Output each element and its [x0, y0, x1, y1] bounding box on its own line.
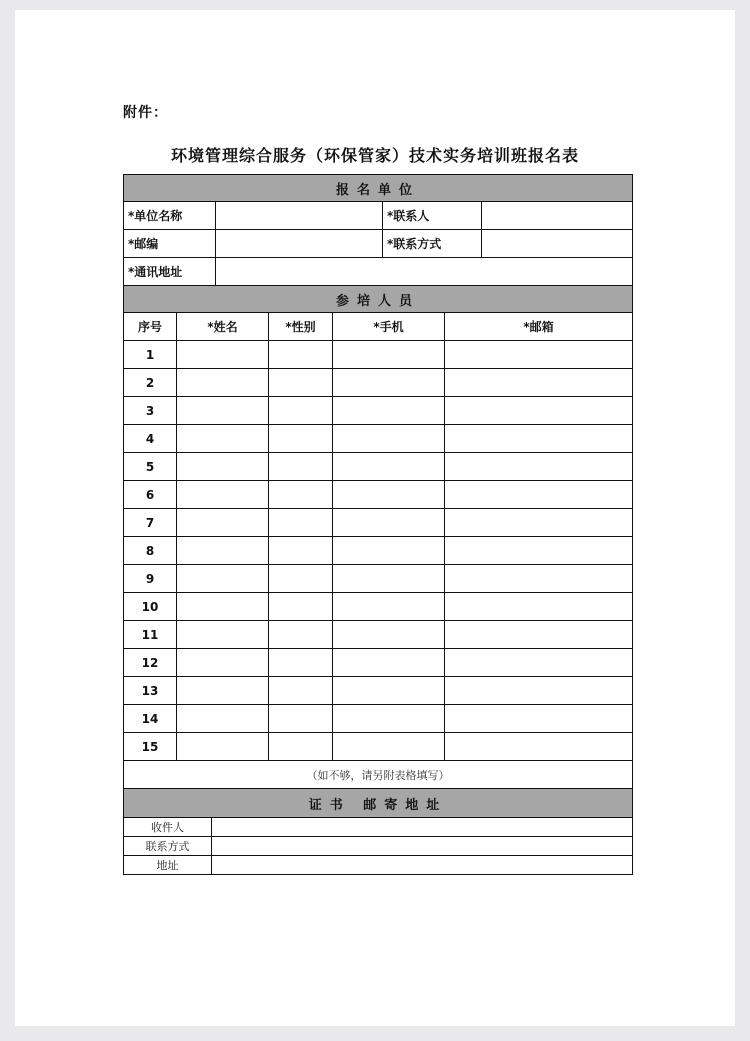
col-header-phone: *手机	[333, 313, 445, 341]
email-field[interactable]	[445, 397, 633, 425]
recipient-label: 收件人	[124, 818, 212, 837]
name-field[interactable]	[177, 481, 269, 509]
phone-field[interactable]	[333, 733, 445, 761]
table-row	[124, 397, 633, 425]
name-field[interactable]	[177, 369, 269, 397]
row-index: 3	[124, 397, 177, 425]
registration-form	[123, 174, 632, 875]
contact-person-label: *联系人	[383, 202, 482, 230]
email-field[interactable]	[445, 453, 633, 481]
table-row	[124, 481, 633, 509]
gender-field[interactable]	[269, 509, 333, 537]
name-field[interactable]	[177, 649, 269, 677]
email-field[interactable]	[445, 621, 633, 649]
table-row	[124, 425, 633, 453]
phone-field[interactable]	[333, 509, 445, 537]
table-row	[124, 649, 633, 677]
unit-table	[123, 174, 633, 286]
name-field[interactable]	[177, 621, 269, 649]
phone-field[interactable]	[333, 453, 445, 481]
overflow-note: （如不够，请另附表格填写）	[124, 761, 633, 789]
contact-person-field[interactable]	[482, 202, 633, 230]
name-field[interactable]	[177, 593, 269, 621]
gender-field[interactable]	[269, 565, 333, 593]
postcode-field[interactable]	[216, 230, 383, 258]
postcode-label: *邮编	[124, 230, 216, 258]
address-label: *通讯地址	[124, 258, 216, 286]
table-row	[124, 677, 633, 705]
col-header-index: 序号	[124, 313, 177, 341]
unit-section-header: 报名单位	[124, 175, 633, 202]
table-row	[124, 733, 633, 761]
row-index: 13	[124, 677, 177, 705]
email-field[interactable]	[445, 509, 633, 537]
table-row	[124, 509, 633, 537]
phone-field[interactable]	[333, 649, 445, 677]
phone-field[interactable]	[333, 369, 445, 397]
gender-field[interactable]	[269, 677, 333, 705]
name-field[interactable]	[177, 425, 269, 453]
phone-field[interactable]	[333, 481, 445, 509]
name-field[interactable]	[177, 537, 269, 565]
row-index: 15	[124, 733, 177, 761]
phone-field[interactable]	[333, 621, 445, 649]
email-field[interactable]	[445, 677, 633, 705]
email-field[interactable]	[445, 341, 633, 369]
row-index: 2	[124, 369, 177, 397]
email-field[interactable]	[445, 593, 633, 621]
gender-field[interactable]	[269, 705, 333, 733]
phone-field[interactable]	[333, 593, 445, 621]
email-field[interactable]	[445, 369, 633, 397]
address-field[interactable]	[216, 258, 633, 286]
name-field[interactable]	[177, 565, 269, 593]
table-row	[124, 537, 633, 565]
name-field[interactable]	[177, 397, 269, 425]
unit-name-field[interactable]	[216, 202, 383, 230]
gender-field[interactable]	[269, 341, 333, 369]
table-row	[124, 369, 633, 397]
participants-section-header: 参培人员	[124, 286, 633, 313]
phone-field[interactable]	[333, 565, 445, 593]
email-field[interactable]	[445, 425, 633, 453]
row-index: 11	[124, 621, 177, 649]
row-index: 1	[124, 341, 177, 369]
participants-header-row	[124, 313, 633, 341]
phone-field[interactable]	[333, 677, 445, 705]
gender-field[interactable]	[269, 425, 333, 453]
gender-field[interactable]	[269, 537, 333, 565]
col-header-email: *邮箱	[445, 313, 633, 341]
gender-field[interactable]	[269, 733, 333, 761]
name-field[interactable]	[177, 705, 269, 733]
table-row	[124, 453, 633, 481]
contact-method-field[interactable]	[482, 230, 633, 258]
gender-field[interactable]	[269, 453, 333, 481]
email-field[interactable]	[445, 649, 633, 677]
email-field[interactable]	[445, 565, 633, 593]
row-index: 4	[124, 425, 177, 453]
row-index: 12	[124, 649, 177, 677]
page-title: 环境管理综合服务（环保管家）技术实务培训班报名表	[170, 146, 579, 165]
gender-field[interactable]	[269, 649, 333, 677]
email-field[interactable]	[445, 705, 633, 733]
phone-field[interactable]	[333, 397, 445, 425]
name-field[interactable]	[177, 509, 269, 537]
gender-field[interactable]	[269, 397, 333, 425]
participants-table	[123, 285, 633, 789]
phone-field[interactable]	[333, 341, 445, 369]
name-field[interactable]	[177, 733, 269, 761]
table-row	[124, 621, 633, 649]
name-field[interactable]	[177, 677, 269, 705]
row-index: 6	[124, 481, 177, 509]
row-index: 9	[124, 565, 177, 593]
contact-method-label: *联系方式	[383, 230, 482, 258]
row-index: 14	[124, 705, 177, 733]
row-index: 7	[124, 509, 177, 537]
col-header-gender: *性别	[269, 313, 333, 341]
mail-contact-label: 联系方式	[124, 837, 212, 856]
document-page	[15, 10, 735, 1026]
table-row	[124, 705, 633, 733]
phone-field[interactable]	[333, 537, 445, 565]
name-field[interactable]	[177, 341, 269, 369]
mail-address-label: 地址	[124, 856, 212, 875]
table-row	[124, 593, 633, 621]
phone-field[interactable]	[333, 705, 445, 733]
phone-field[interactable]	[333, 425, 445, 453]
mail-table	[123, 788, 633, 875]
gender-field[interactable]	[269, 621, 333, 649]
row-index: 10	[124, 593, 177, 621]
email-field[interactable]	[445, 537, 633, 565]
col-header-name: *姓名	[177, 313, 269, 341]
row-index: 5	[124, 453, 177, 481]
unit-name-label: *单位名称	[124, 202, 216, 230]
table-row	[124, 341, 633, 369]
row-index: 8	[124, 537, 177, 565]
mail-section-header: 证书 邮寄地址	[124, 789, 633, 818]
gender-field[interactable]	[269, 369, 333, 397]
recipient-field[interactable]	[212, 818, 633, 837]
email-field[interactable]	[445, 481, 633, 509]
attachment-label: 附件：	[123, 105, 168, 121]
mail-contact-field[interactable]	[212, 837, 633, 856]
table-row	[124, 565, 633, 593]
name-field[interactable]	[177, 453, 269, 481]
mail-address-field[interactable]	[212, 856, 633, 875]
email-field[interactable]	[445, 733, 633, 761]
gender-field[interactable]	[269, 481, 333, 509]
gender-field[interactable]	[269, 593, 333, 621]
